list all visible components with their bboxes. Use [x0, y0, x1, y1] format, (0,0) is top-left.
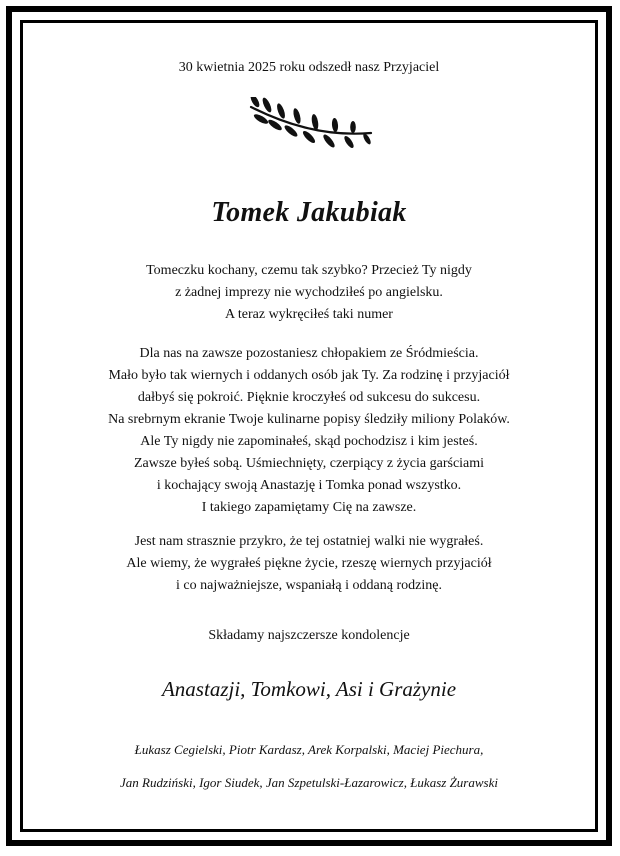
text-line: Ale wiemy, że wygrałeś piękne życie, rzeszę wiernych przyjaciół [126, 556, 492, 571]
text-line: Jest nam strasznie przykro, że tej ostatniej walki nie wygrałeś. [134, 534, 484, 549]
text-line: dałbyś się pokroić. Pięknie kroczyłeś od sukcesu do sukcesu. [137, 390, 481, 405]
signers-line: Łukasz Cegielski, Piotr Kardasz, Arek Korpalski, Maciej Piechura, [134, 742, 484, 757]
text-line: Ale Ty nigdy nie zapominałeś, skąd pochodzisz i kim jesteś. [140, 434, 478, 449]
deceased-name: Tomek Jakubiak [211, 197, 407, 228]
text-line: Mało było tak wiernych i oddanych osób jak Ty. Za rodzinę i przyjaciół [108, 368, 510, 383]
text-line: z żadnej imprezy nie wychodziłeś po angielsku. [175, 285, 443, 300]
text-line: Dla nas na zawsze pozostaniesz chłopakiem ze Śródmieścia. [139, 346, 479, 361]
text-line: I takiego zapamiętamy Cię na zawsze. [201, 500, 417, 515]
text-line: Na srebrnym ekranie Twoje kulinarne popisy śledziły miliony Polaków. [108, 412, 510, 427]
paragraph-farewell [23, 260, 595, 326]
condolences-line: Składamy najszczersze kondolencje [208, 628, 410, 643]
signers-line: Jan Rudziński, Igor Siudek, Jan Szpetulski-Łazarowicz, Łukasz Żurawski [120, 775, 498, 790]
laurel-branch-icon [243, 97, 383, 161]
recipients-line: Anastazji, Tomkowi, Asi i Grażynie [161, 677, 457, 701]
text-line: i kochający swoją Anastazję i Tomka ponad wszystko. [156, 478, 462, 493]
text-line: i co najważniejsze, wspaniałą i oddaną rodzinę. [176, 578, 442, 593]
text-line: Zawsze byłeś sobą. Uśmiechnięty, czerpiący z życia garściami [133, 456, 485, 471]
paragraph-sorrow [23, 531, 595, 597]
announcement-line: 30 kwietnia 2025 roku odszedł nasz Przyjaciel [178, 60, 440, 75]
paragraph-memories [23, 343, 595, 519]
text-line: A teraz wykręciłeś taki numer [225, 307, 393, 322]
text-line: Tomeczku kochany, czemu tak szybko? Przecież Ty nigdy [146, 263, 472, 278]
